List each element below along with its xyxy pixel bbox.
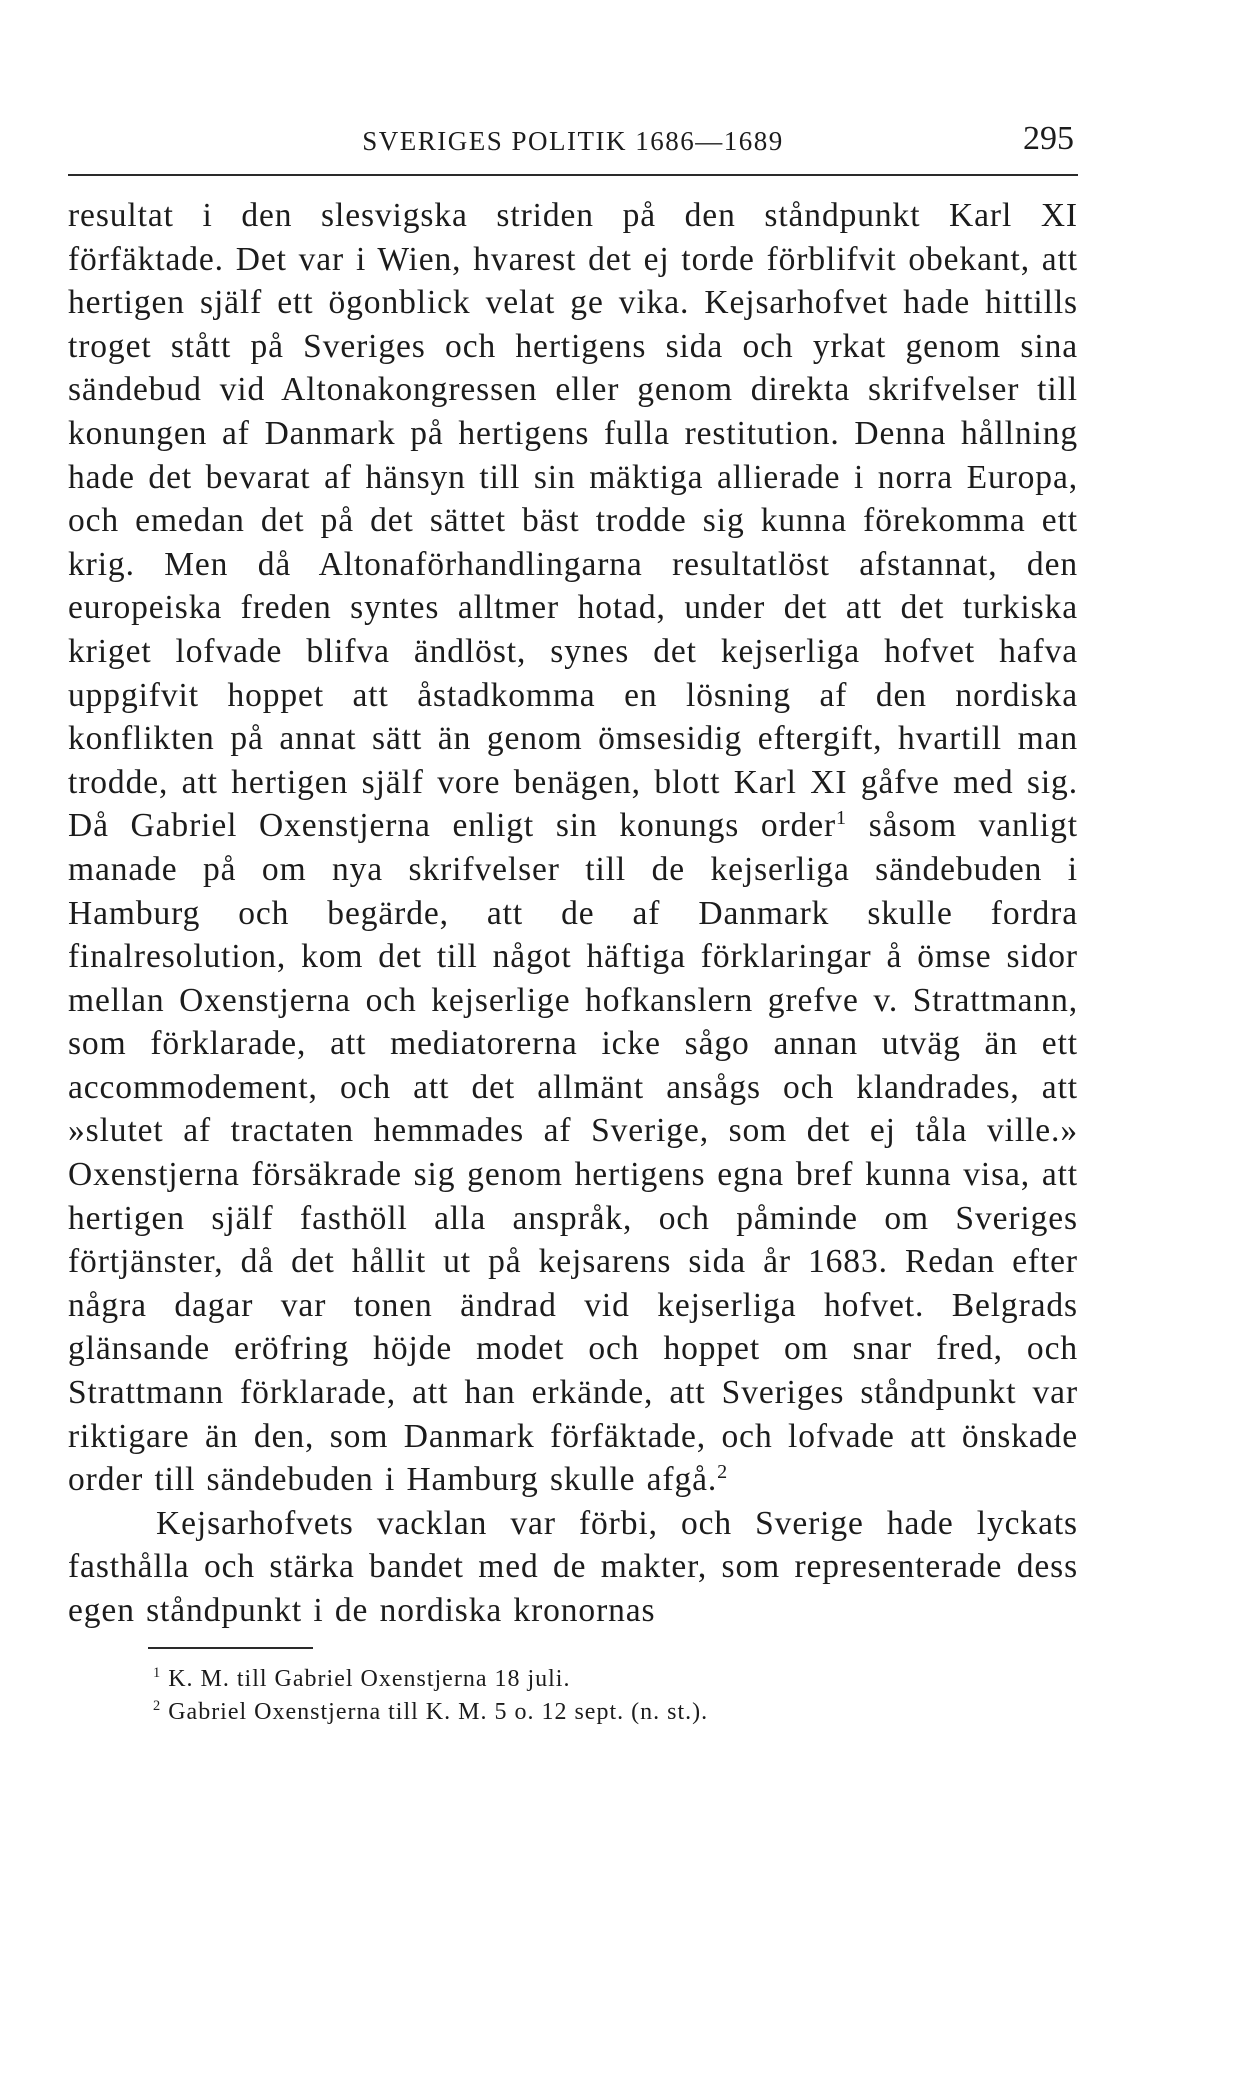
footnote-1-text: K. M. till Gabriel Oxenstjerna 18 juli.: [168, 1665, 571, 1692]
footnote-1: [68, 1663, 1078, 1696]
header-rule: [68, 174, 1078, 176]
footnote-2: [68, 1696, 1078, 1729]
paragraph-1-continued: såsom vanligt manade på om nya skrifvelser till de kejserliga sändebuden i Hamburg och begärde, att de af Danmark skulle fordra finalresolution, kom det till något häftiga förklaringar å ömse sidor mellan Oxenstjerna och kejserlige hofkanslern grefve v. Strattmann, som förklarade, att mediatorerna icke sågo annan utväg än ett accommodement, och att det allmänt ansågs och klandrades, att »slutet af tractaten hemmades af Sverige, som det ej tåla ville.» Oxenstjerna försäkrade sig genom hertigens egna bref kunna visa, att hertigen själf fasthöll alla anspråk, och påminde om Sveriges förtjänster, då det hållit ut på kejsarens sida år 1683. Redan efter några dagar var tonen ändrad vid kejserliga hofvet. Belgrads glänsande eröfring höjde modet och hoppet om snar fred, och Strattmann förklarade, att han erkände, att Sveriges ståndpunkt var riktigare än den, som Danmark förfäktade, och lofvade att önskade order till sändebuden i Hamburg skulle afgå.: [68, 807, 1078, 1499]
body-text: [68, 194, 1078, 1633]
paragraph-1: [68, 194, 1078, 1502]
book-page: [68, 120, 1078, 1729]
footnote-marker-1: 1: [836, 807, 847, 830]
paragraph-1-text: resultat i den slesvigska striden på den ståndpunkt Karl XI förfäktade. Det var i Wien, hvarest det ej torde förblifvit obekant, att hertigen själf ett ögonblick velat ge vika. Kejsarhofvet hade hittills troget stått på Sveriges och hertigens sida och yrkat genom sina sändebud vid Altonakongressen eller genom direkta skrifvelser till konungen af Danmark på hertigens fulla restitution. Denna hållning hade det bevarat af hänsyn till sin mäktiga allierade i norra Europa, och emedan det på det sättet bäst trodde sig kunna förekomma ett krig. Men då Altonaförhandlingarna resultatlöst afstannat, den europeiska freden syntes alltmer hotad, under det att det turkiska kriget lofvade blifva ändlöst, synes det kejserliga hofvet hafva uppgifvit hoppet att åstadkomma en lösning af den nordiska konflikten på annat sätt än genom ömsesidig eftergift, hvartill man trodde, att hertigen själf vore benägen, blott Karl XI gåfve med sig. Då Gabriel Oxenstjerna enligt sin konungs order: [68, 197, 1078, 845]
running-header: [68, 120, 1078, 160]
paragraph-2: [68, 1502, 1078, 1633]
footnote-marker-2: 2: [717, 1461, 729, 1484]
running-title: SVERIGES POLITIK 1686—1689: [362, 126, 784, 156]
footnote-rule: [148, 1647, 313, 1649]
footnote-1-mark: 1: [153, 1664, 162, 1681]
page-number: 295: [1023, 120, 1074, 157]
paragraph-2-text: Kejsarhofvets vacklan var förbi, och Sverige hade lyckats fasthålla och stärka bandet med de makter, som representerade dess egen ståndpunkt i de nordiska kronornas: [68, 1504, 1078, 1629]
footnote-2-mark: 2: [153, 1697, 162, 1714]
footnote-2-text: Gabriel Oxenstjerna till K. M. 5 o. 12 sept. (n. st.).: [168, 1698, 709, 1725]
